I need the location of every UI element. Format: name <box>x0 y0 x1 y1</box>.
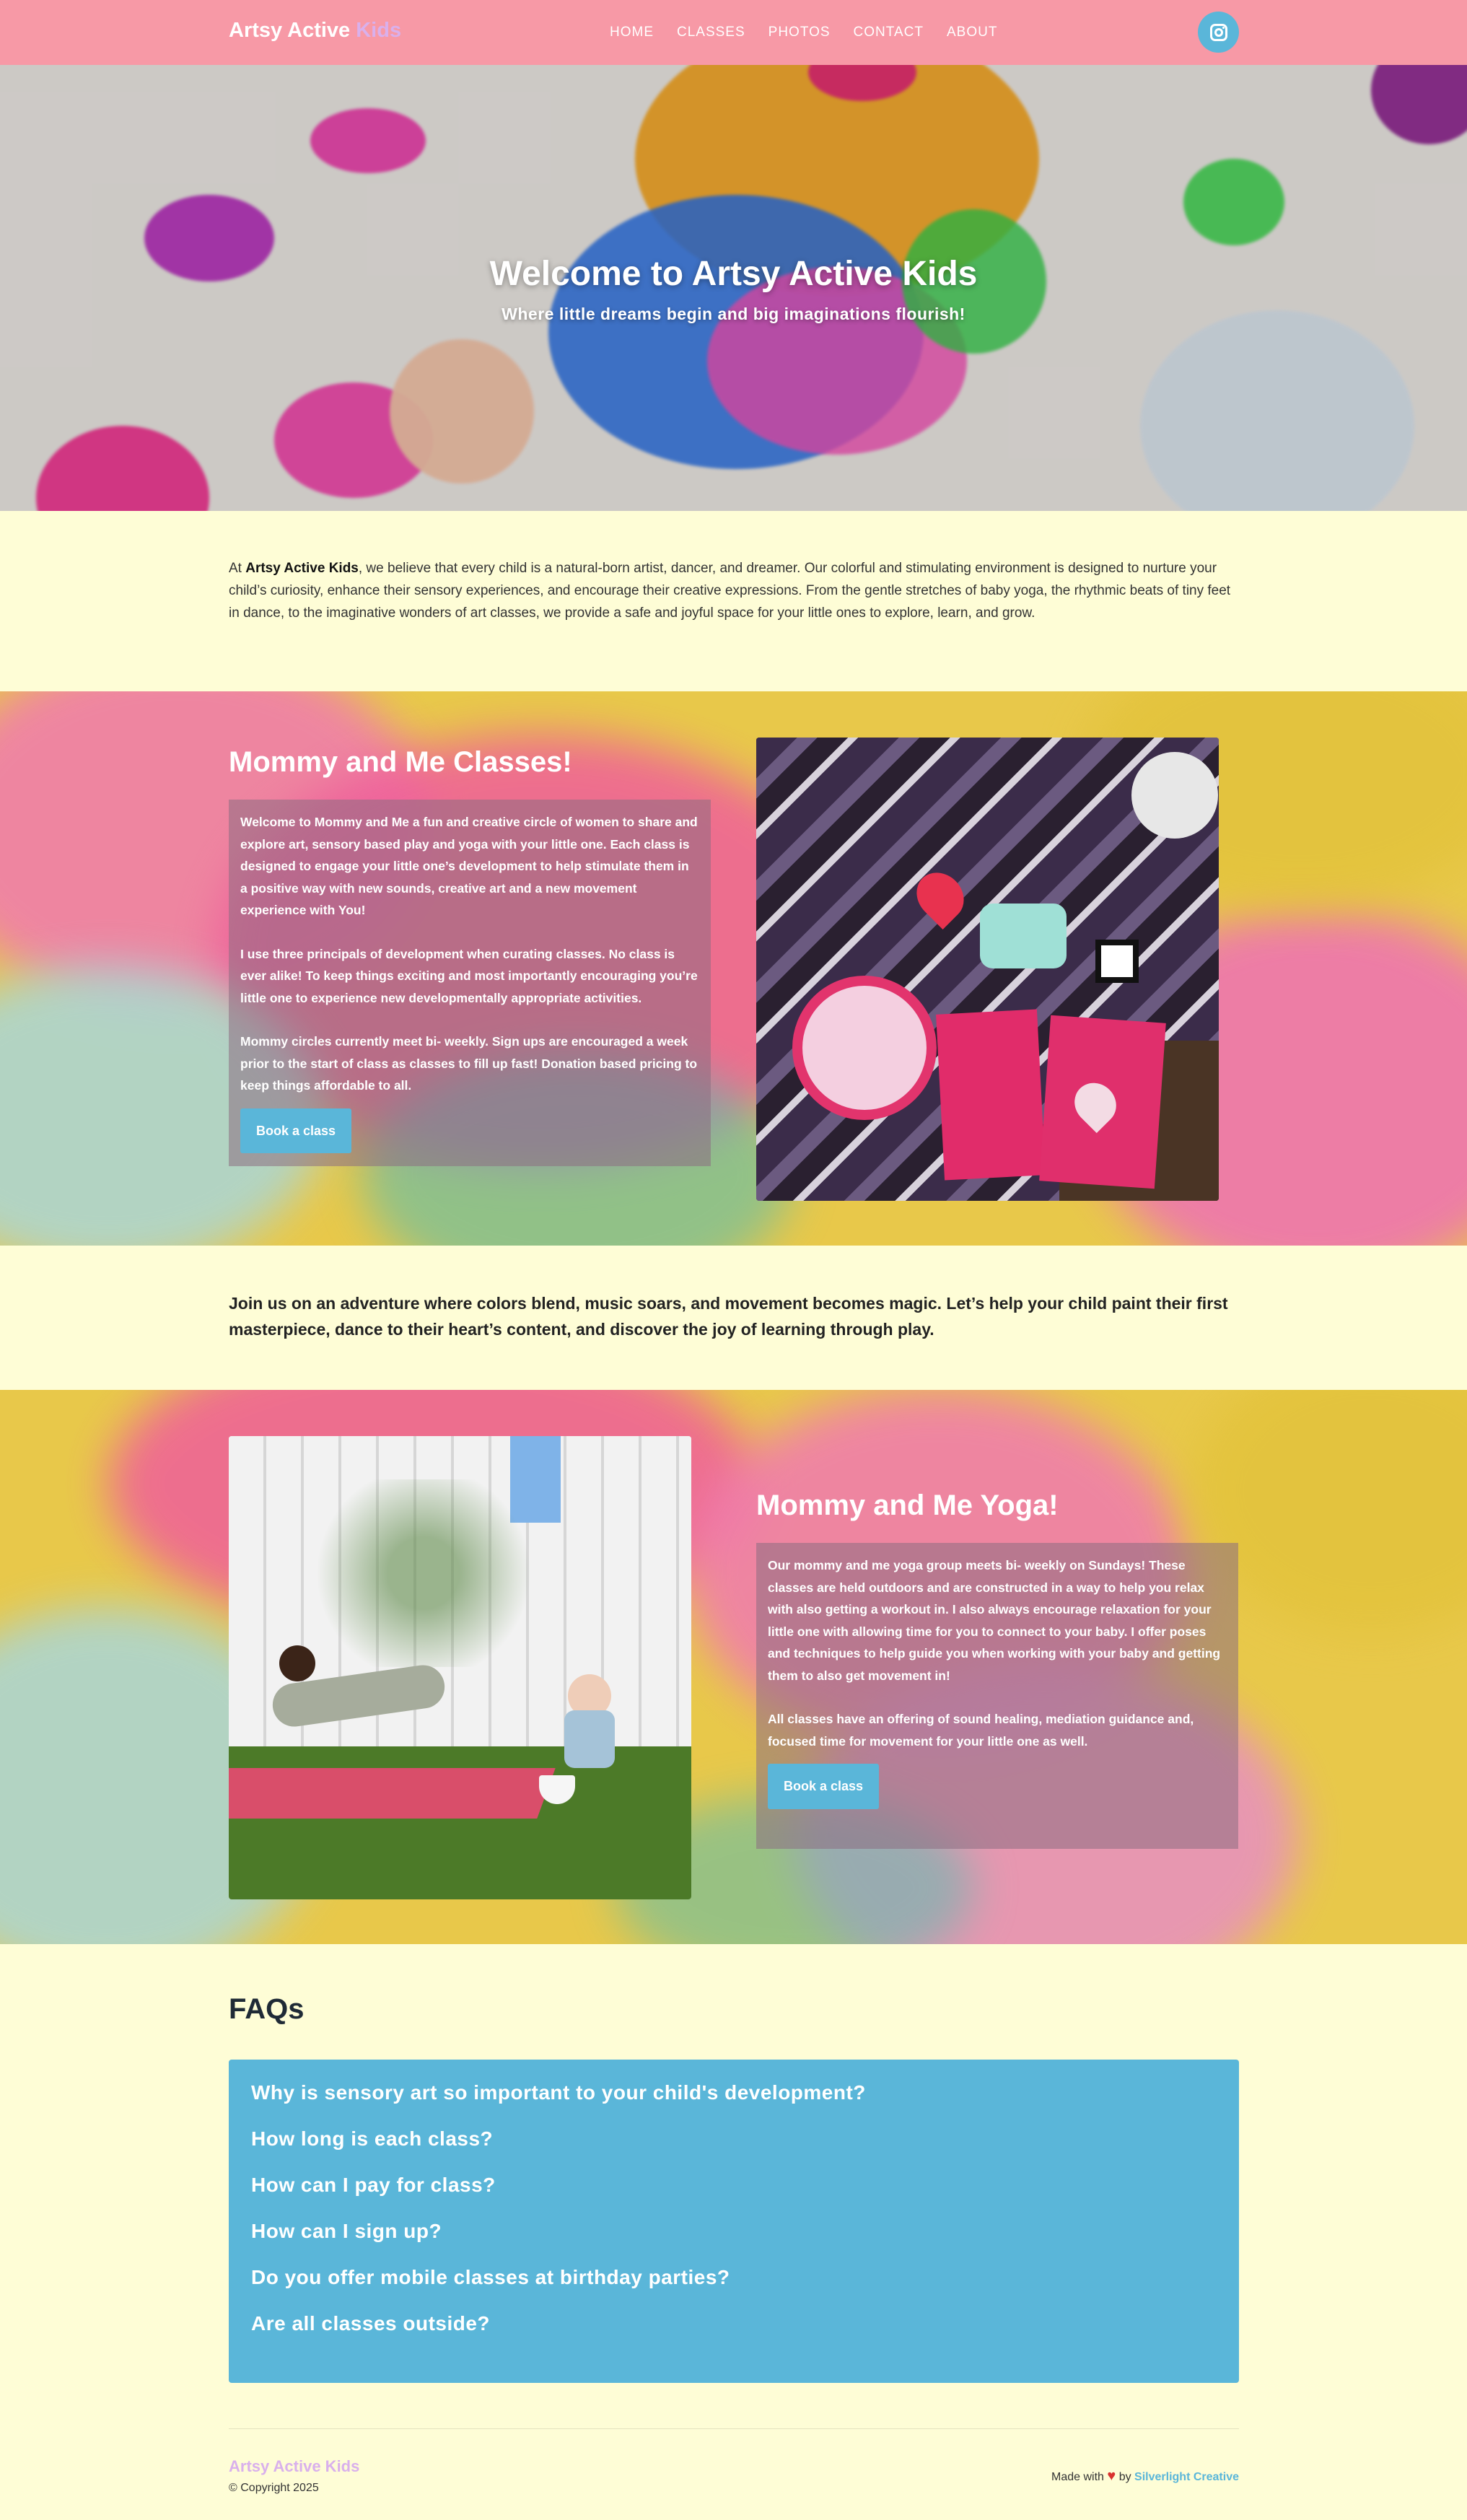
classes-paragraph: Welcome to Mommy and Me a fun and creative circle of women to share and explore art, sensory based play and yoga with your little one. Each class is designed to engage your little one’s development to help stimulate them in a positive way with new sounds, creative art and a new movement experience with You! <box>240 815 698 917</box>
instagram-icon <box>1210 24 1227 41</box>
classes-paragraph: I use three principals of development when curating classes. No class is ever alike! To keep things exciting and most importantly encouraging you’re little one to experience new developmentally appropriate activities. <box>240 946 698 1005</box>
footer-divider <box>229 2428 1239 2429</box>
hero-title: Welcome to Artsy Active Kids <box>489 255 978 293</box>
yoga-paragraph: Our mommy and me yoga group meets bi- weekly on Sundays! These classes are held outdoors and are constructed in a way to help you relax with also getting a workout in. I also always encourage relaxation for your little one with allowing time for you to connect to your baby. I offer poses and techniques to help guide you when working with your baby and getting them to also get movement in! <box>768 1558 1221 1683</box>
intro-paragraph <box>229 557 1239 624</box>
site-logo[interactable] <box>229 19 401 43</box>
yoga-description-card <box>756 1543 1238 1849</box>
nav-link-photos[interactable]: PHOTOS <box>768 25 831 40</box>
faq-accordion <box>229 2060 1239 2383</box>
credit-link[interactable]: Silverlight Creative <box>1134 2471 1239 2483</box>
classes-description-card <box>229 800 711 1166</box>
book-class-button[interactable]: Book a class <box>768 1764 879 1809</box>
main-menu <box>610 25 997 40</box>
nav-link-classes[interactable]: CLASSES <box>677 25 745 40</box>
faq-question[interactable]: How long is each class? <box>251 2127 494 2150</box>
made-with-text: Made with <box>1051 2471 1104 2483</box>
brand-main: Artsy Active <box>229 19 351 42</box>
hero-subtitle: Where little dreams begin and big imaginations flourish! <box>502 305 965 323</box>
footer-credit <box>1051 2468 1239 2485</box>
classes-paragraph: Mommy circles currently meet bi- weekly. Sign ups are encouraged a week prior to the start of class as classes to fill up fast! Donation based pricing to keep things affordable to all. <box>240 1034 698 1093</box>
faq-question[interactable]: How can I sign up? <box>251 2220 442 2242</box>
top-navbar <box>0 0 1467 65</box>
faq-question[interactable]: Why is sensory art so important to your child's development? <box>251 2081 866 2104</box>
yoga-paragraph: All classes have an offering of sound healing, mediation guidance and, focused time for movement for your little one as well. <box>768 1712 1194 1749</box>
yoga-title: Mommy and Me Yoga! <box>756 1489 1059 1521</box>
intro-text: , we believe that every child is a natural-born artist, dancer, and dreamer. Our colorful and stimulating environment is designed to nurture your child’s curiosity, enhance their sensory experiences, and encourage their creative expressions. From the gentle stretches of baby yoga, the rhythmic beats of tiny feet in dance, to the imaginative wonders of art classes, we provide a safe and joyful space for your little ones to explore, learn, and grow. <box>229 561 1231 621</box>
faq-question[interactable]: How can I pay for class? <box>251 2174 496 2196</box>
heart-icon: ♥ <box>1107 2468 1116 2484</box>
classes-title: Mommy and Me Classes! <box>229 746 572 778</box>
nav-link-about[interactable]: ABOUT <box>946 25 998 40</box>
art-supplies-photo <box>756 738 1219 1201</box>
footer-copyright: © Copyright 2025 <box>229 2482 319 2494</box>
watercolor-background <box>0 691 1467 1246</box>
instagram-button[interactable] <box>1198 12 1239 53</box>
book-class-button[interactable]: Book a class <box>240 1108 351 1154</box>
by-text: by <box>1118 2471 1131 2483</box>
yoga-section <box>0 1390 1467 1944</box>
faq-question[interactable]: Are all classes outside? <box>251 2312 491 2335</box>
classes-section <box>0 691 1467 1246</box>
nav-link-contact[interactable]: CONTACT <box>853 25 924 40</box>
faq-title: FAQs <box>229 1993 305 2025</box>
watercolor-background <box>0 1390 1467 1944</box>
yoga-photo <box>229 1436 691 1899</box>
intro-brand: Artsy Active Kids <box>245 561 359 576</box>
brand-accent: Kids <box>356 19 402 42</box>
intro-prefix: At <box>229 561 246 576</box>
faq-question[interactable]: Do you offer mobile classes at birthday parties? <box>251 2266 730 2288</box>
footer-brand[interactable]: Artsy Active Kids <box>229 2457 360 2475</box>
nav-link-home[interactable]: HOME <box>610 25 654 40</box>
join-paragraph: Join us on an adventure where colors blend, music soars, and movement becomes magic. Let’s help your child paint their first masterpiece, dance to their heart’s content, and discover the joy of learning through play. <box>229 1294 1228 1339</box>
hero-banner <box>0 65 1467 511</box>
